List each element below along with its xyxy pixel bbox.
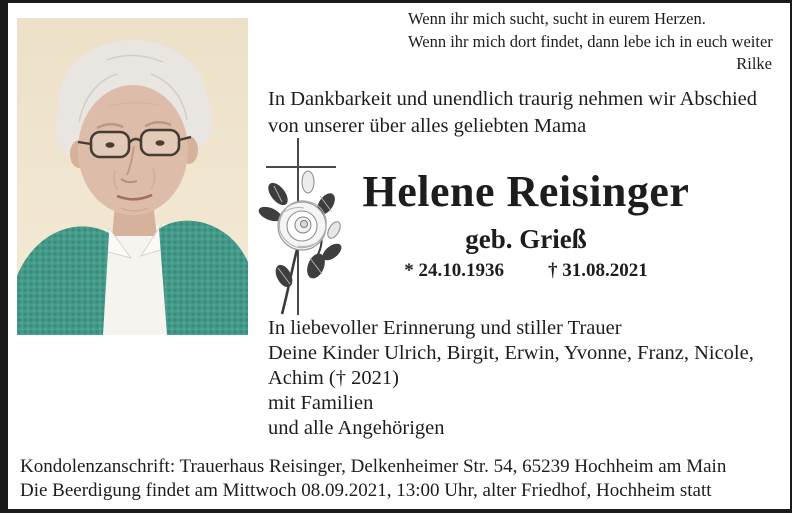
life-dates — [330, 260, 722, 282]
quote-line-1: Wenn ihr mich sucht, sucht in eurem Herzen. — [408, 9, 706, 28]
mourners-line-4: mit Familien — [268, 392, 374, 414]
mourners-block — [268, 316, 790, 441]
memorial-quote — [408, 8, 772, 76]
quote-line-2: Wenn ihr mich dort findet, dann lebe ich in euch weiter — [408, 31, 773, 51]
condolence-address: Kondolenzanschrift: Trauerhaus Reisinger, Delkenheimer Str. 54, 65239 Hochheim am Main — [20, 456, 727, 477]
deceased-name: Helene Reisinger — [362, 167, 690, 216]
mourners-line-5: und alle Angehörigen — [268, 417, 445, 439]
intro-line-1: In Dankbarkeit und unendlich traurig nehmen wir Abschied — [268, 88, 758, 110]
death-date: † 31.08.2021 — [548, 260, 648, 281]
footer-info — [20, 455, 786, 503]
mourners-line-3: Achim († 2021) — [268, 367, 399, 389]
portrait-photo — [17, 18, 248, 335]
mourners-line-1: In liebevoller Erinnerung und stiller Trauer — [268, 317, 622, 339]
birth-date: * 24.10.1936 — [404, 260, 504, 281]
quote-attribution: Rilke — [736, 54, 772, 73]
deceased-block — [330, 167, 722, 282]
maiden-name: geb. Grieß — [465, 224, 587, 254]
funeral-info: Die Beerdigung findet am Mittwoch 08.09.2021, 13:00 Uhr, alter Friedhof, Hochheim statt — [20, 480, 712, 501]
intro-line-2: von unserer über alles geliebten Mama — [268, 115, 587, 137]
elderly-woman-portrait — [17, 18, 248, 335]
mourners-line-2: Deine Kinder Ulrich, Birgit, Erwin, Yvonne, Franz, Nicole, — [268, 342, 754, 364]
intro-text — [268, 86, 790, 140]
